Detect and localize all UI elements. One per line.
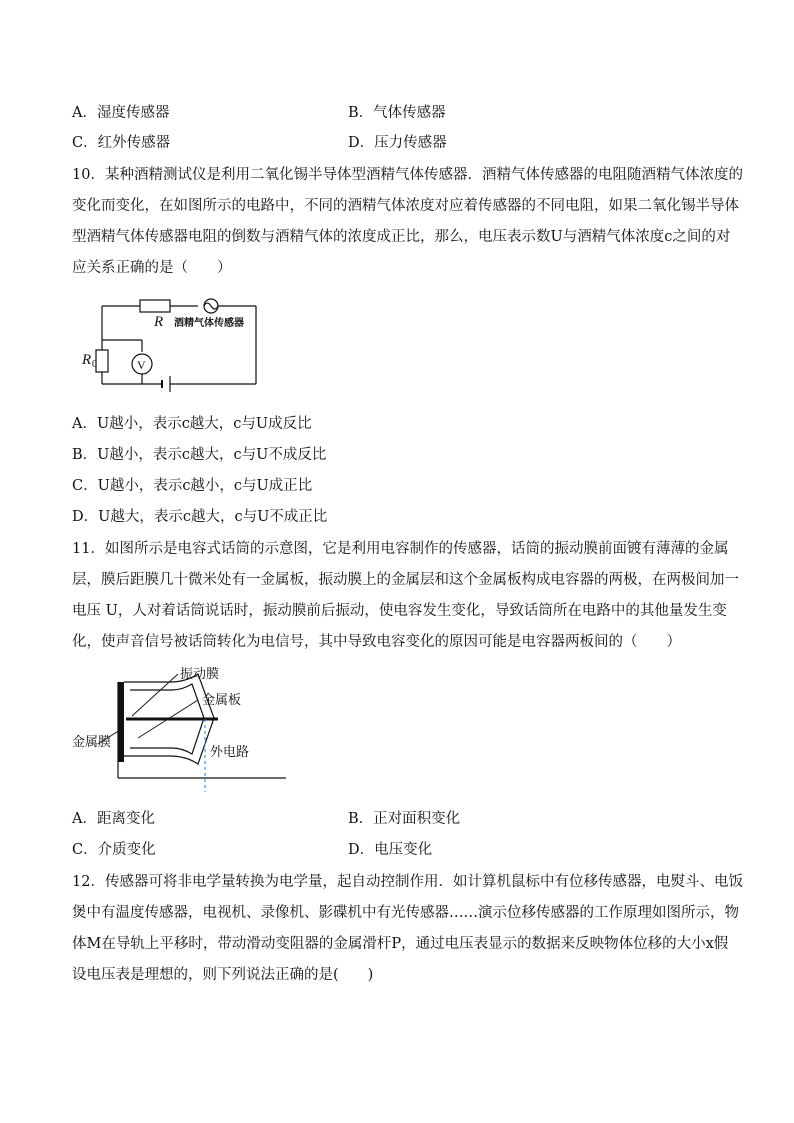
q12-stem-line-4: 设电压表是理想的，则下列说法正确的是( ) xyxy=(72,967,374,983)
q11-stem-line-1: 11．如图所示是电容式话筒的示意图，它是利用电容制作的传感器，话筒的振动膜前面镀有薄薄的金属 xyxy=(72,541,729,557)
q11-label-diaphragm: 振动膜 xyxy=(180,667,220,682)
q10-stem-line-3: 型酒精气体传感器电阻的倒数与酒精气体的浓度成正比，那么，电压表示数U与酒精气体浓度c之间的对 xyxy=(72,229,731,245)
q9-option-b[interactable]: B．气体传感器 xyxy=(348,105,446,121)
q10-voltmeter-label: V xyxy=(137,358,146,372)
q10-option-b[interactable]: B．U越小，表示c越大，c与U不成反比 xyxy=(72,447,327,463)
q11-option-c[interactable]: C．介质变化 xyxy=(72,842,156,858)
q10-stem-line-1: 10．某种酒精测试仪是利用二氧化锡半导体型酒精气体传感器．酒精气体传感器的电阻随酒精气体浓度的 xyxy=(72,167,743,183)
q11-stem-line-2: 层，膜后距膜几十微米处有一金属板，振动膜上的金属层和这个金属板构成电容器的两极，在两极间加一 xyxy=(72,572,739,588)
q10-option-a[interactable]: A．U越小，表示c越大，c与U成反比 xyxy=(72,416,312,432)
q10-label-r: R xyxy=(154,314,164,330)
q10-option-d[interactable]: D．U越大，表示c越大，c与U不成正比 xyxy=(72,509,328,525)
q9-option-c[interactable]: C．红外传感器 xyxy=(72,135,171,151)
q10-label-r0-subscript: 0 xyxy=(92,359,97,370)
q10-label-sensor: 酒精气体传感器 xyxy=(174,318,244,329)
q12-stem-line-1: 12．传感器可将非电学量转换为电学量，起自动控制作用．如计算机鼠标中有位移传感器，电熨斗、电饭 xyxy=(72,874,743,890)
q9-option-a[interactable]: A．湿度传感器 xyxy=(72,105,170,121)
q9-option-d[interactable]: D．压力传感器 xyxy=(348,135,447,151)
q11-label-circuit: 外电路 xyxy=(210,745,250,760)
q12-stem-line-3: 体M在导轨上平移时，带动滑动变阻器的金属滑杆P，通过电压表显示的数据来反映物体位移的大小x假 xyxy=(72,936,729,952)
q11-stem-line-3: 电压 U，人对着话筒说话时，振动膜前后振动，使电容发生变化，导致话筒所在电路中的其他量发生变 xyxy=(72,603,727,619)
q11-option-d[interactable]: D．电压变化 xyxy=(348,842,433,858)
q10-option-c[interactable]: C．U越小，表示c越小，c与U成正比 xyxy=(72,478,313,494)
q12-stem-line-2: 煲中有温度传感器，电视机、录像机、影碟机中有光传感器……演示位移传感器的工作原理如图所示，物 xyxy=(72,905,739,921)
q11-stem-line-4: 化，使声音信号被话筒转化为电信号，其中导致电容变化的原因可能是电容器两板间的（ ） xyxy=(72,634,681,650)
q10-label-r0: R xyxy=(82,352,92,368)
q11-microphone-diagram xyxy=(68,664,288,794)
q11-label-film: 金属膜 xyxy=(72,735,112,750)
q11-option-a[interactable]: A．距离变化 xyxy=(72,811,155,827)
q10-stem-line-4: 应关系正确的是（ ） xyxy=(72,260,232,276)
q11-label-plate: 金属板 xyxy=(202,693,242,708)
q10-circuit-diagram xyxy=(78,292,268,392)
q10-stem-line-2: 变化而变化，在如图所示的电路中，不同的酒精气体浓度对应着传感器的不同电阻，如果二氧化锡半导体 xyxy=(72,198,739,214)
q11-option-b[interactable]: B．正对面积变化 xyxy=(348,811,461,827)
